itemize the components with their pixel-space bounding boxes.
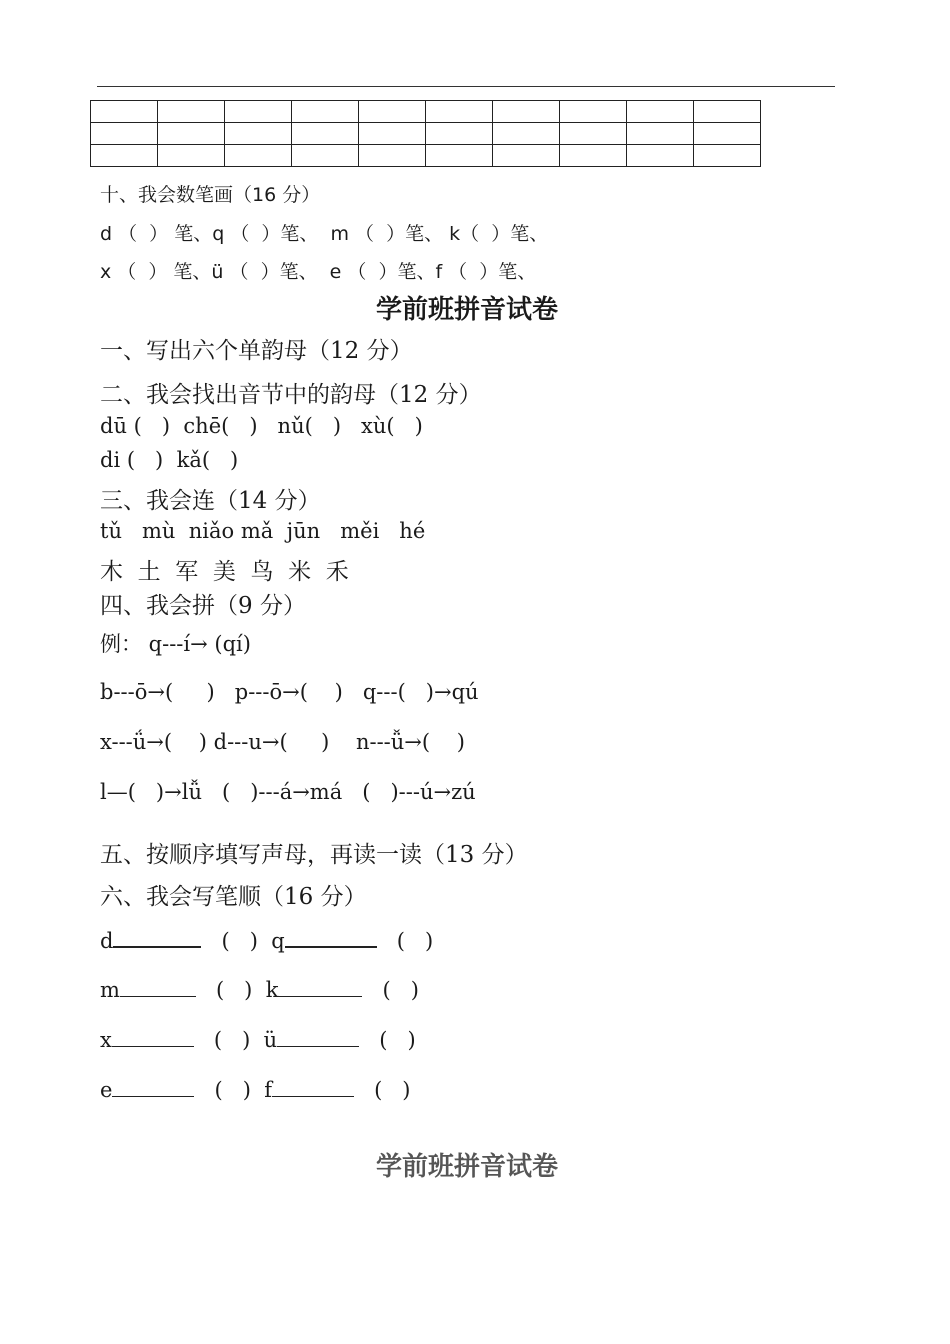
section3-heading: 三、我会连（14 分） [100,488,321,514]
grid-cell [694,123,761,145]
footer-title: 学前班拼音试卷 [375,1152,558,1182]
answer-paren: ( ) [379,1028,416,1052]
section6-heading: 六、我会写笔顺（16 分） [100,884,367,910]
writing-grid [90,100,761,167]
stroke-row [100,1078,410,1102]
grid-cell [225,145,292,167]
grid-cell [493,101,560,123]
section2-row2: di ( ) kǎ( ) [100,448,239,472]
answer-paren: ( ) [374,1078,411,1102]
grid-cell [493,145,560,167]
stroke-letter: e [100,1078,113,1102]
section2-row1: dū ( ) chē( ) nǔ( ) xù( ) [100,414,423,438]
stroke-letter: m [100,978,120,1002]
answer-paren: ( ) [213,1028,251,1052]
section2-heading: 二、我会找出音节中的韵母（12 分） [100,382,482,408]
grid-cell [292,123,359,145]
stroke-letter: d [100,929,114,953]
grid-cell [292,145,359,167]
stroke-letter: x [100,1028,112,1052]
grid-cell [158,123,225,145]
grid-cell [694,101,761,123]
grid-cell [426,101,493,123]
section4-row3: l—( )→lǚ ( )---á→má ( )---ú→zú [100,780,476,804]
grid-cell [560,123,627,145]
grid-cell [627,123,694,145]
answer-blank[interactable] [113,928,201,948]
section4-heading: 四、我会拼（9 分） [100,593,306,619]
top-rule [97,86,835,87]
grid-cell [91,123,158,145]
page-title: 学前班拼音试卷 [375,295,558,325]
grid-cell [225,101,292,123]
stroke-letter: k [265,978,279,1002]
answer-blank[interactable] [285,928,377,948]
answer-blank[interactable] [272,1078,354,1097]
grid-cell [158,145,225,167]
answer-paren: ( ) [396,929,434,953]
grid-cell [225,123,292,145]
answer-blank[interactable] [112,1028,194,1047]
grid-cell [627,145,694,167]
grid-cell [359,145,426,167]
section3-characters: 木 土 军 美 鸟 米 禾 [100,559,349,585]
answer-blank[interactable] [278,978,362,997]
grid-cell [158,101,225,123]
answer-paren: ( ) [221,929,258,953]
grid-cell [359,101,426,123]
stroke-letter: ü [263,1028,278,1052]
section10-row1: d （ ） 笔、q （ ）笔、 m （ ）笔、 k（ ）笔、 [100,223,549,245]
section4-row2: x---ǘ→( ) d---u→( ) n---ǚ→( ) [100,730,465,754]
section3-pinyin: tǔ mù niǎo mǎ jūn měi hé [100,519,426,543]
section4-row1: b---ō→( ) p---ō→( ) q---( )→qú [100,680,479,704]
answer-blank[interactable] [112,1078,194,1097]
section10-row2: x （ ） 笔、ü （ ）笔、 e （ ）笔、f （ ）笔、 [100,261,537,283]
section10-heading: 十、我会数笔画（16 分） [100,184,321,206]
stroke-row [100,978,419,1002]
grid-cell [359,123,426,145]
grid-cell [91,101,158,123]
grid-row [91,101,761,123]
answer-paren: ( ) [215,978,253,1002]
grid-cell [694,145,761,167]
answer-paren: ( ) [382,978,419,1002]
stroke-letter: f [264,1078,273,1102]
grid-row [91,145,761,167]
grid-row [91,123,761,145]
section5-heading: 五、按顺序填写声母，再读一读（13 分） [100,842,528,868]
answer-blank[interactable] [277,1028,359,1047]
grid-cell [426,145,493,167]
answer-paren: ( ) [214,1078,251,1102]
grid-cell [292,101,359,123]
grid-cell [560,101,627,123]
grid-cell [493,123,560,145]
answer-blank[interactable] [120,978,196,997]
grid-cell [91,145,158,167]
stroke-row [100,1028,416,1052]
grid-cell [560,145,627,167]
section1-heading: 一、写出六个单韵母（12 分） [100,338,413,364]
grid-cell [627,101,694,123]
stroke-letter: q [271,929,285,953]
section4-example: 例： q---í→ (qí) [100,632,251,656]
grid-cell [426,123,493,145]
stroke-row [100,928,433,953]
